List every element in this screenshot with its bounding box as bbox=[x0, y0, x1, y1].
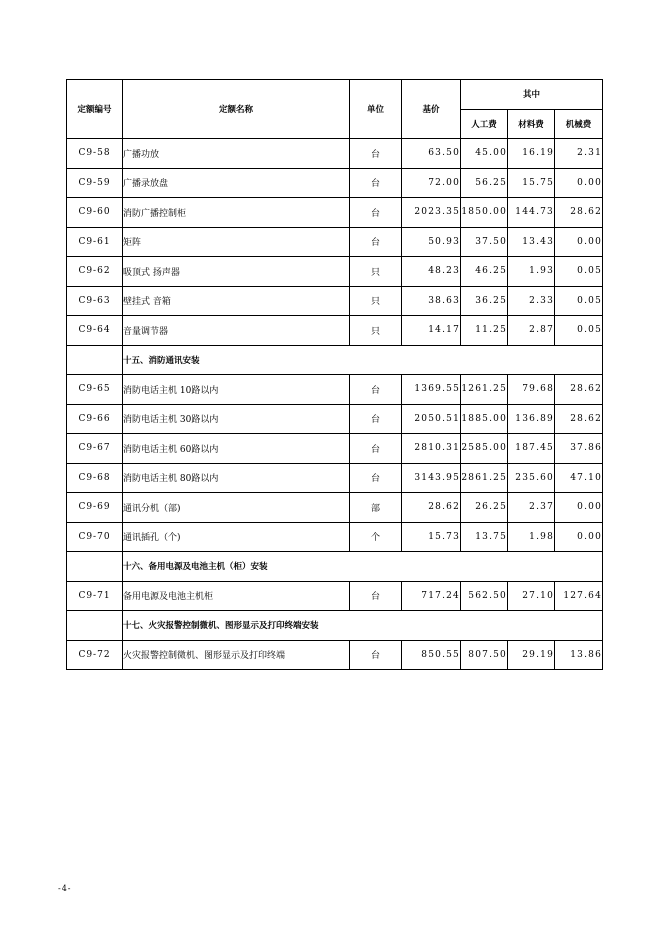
table-row bbox=[67, 168, 603, 198]
cell-base-price: 717.24 bbox=[402, 581, 461, 611]
cell-labor: 26.25 bbox=[461, 493, 508, 523]
table-row bbox=[67, 581, 603, 611]
cell-machine: 2.31 bbox=[555, 139, 603, 169]
cell-labor: 36.25 bbox=[461, 286, 508, 316]
cell-labor: 562.50 bbox=[461, 581, 508, 611]
cell-labor: 13.75 bbox=[461, 522, 508, 552]
cell-machine: 0.00 bbox=[555, 522, 603, 552]
cell-name: 消防广播控制柜 bbox=[123, 198, 350, 228]
cell-base-price: 2050.51 bbox=[402, 404, 461, 434]
cell-code: C9-67 bbox=[67, 434, 123, 464]
cell-base-price: 3143.95 bbox=[402, 463, 461, 493]
cell-base-price: 28.62 bbox=[402, 493, 461, 523]
cell-name: 吸顶式 扬声器 bbox=[123, 257, 350, 287]
table-row bbox=[67, 463, 603, 493]
cell-material: 144.73 bbox=[508, 198, 555, 228]
cell-name: 消防电话主机 30路以内 bbox=[123, 404, 350, 434]
section-row bbox=[67, 552, 603, 582]
cell-material: 15.75 bbox=[508, 168, 555, 198]
cell-unit: 台 bbox=[350, 404, 402, 434]
cell-machine: 127.64 bbox=[555, 581, 603, 611]
cell-name: 消防电话主机 60路以内 bbox=[123, 434, 350, 464]
cell-material: 2.33 bbox=[508, 286, 555, 316]
header-code: 定额编号 bbox=[67, 80, 123, 139]
cell-base-price: 1369.55 bbox=[402, 375, 461, 405]
cell-unit: 台 bbox=[350, 375, 402, 405]
cell-unit: 台 bbox=[350, 581, 402, 611]
cell-base-price: 2810.31 bbox=[402, 434, 461, 464]
cell-labor: 1885.00 bbox=[461, 404, 508, 434]
cell-code: C9-62 bbox=[67, 257, 123, 287]
cell-base-price: 50.93 bbox=[402, 227, 461, 257]
cell-material: 13.43 bbox=[508, 227, 555, 257]
table-row bbox=[67, 640, 603, 670]
cell-machine: 0.00 bbox=[555, 493, 603, 523]
cell-labor: 56.25 bbox=[461, 168, 508, 198]
cell-machine: 28.62 bbox=[555, 404, 603, 434]
section-row bbox=[67, 345, 603, 375]
cell-name: 消防电话主机 80路以内 bbox=[123, 463, 350, 493]
cell-base-price: 15.73 bbox=[402, 522, 461, 552]
header-base-price: 基价 bbox=[402, 80, 461, 139]
table-row bbox=[67, 493, 603, 523]
header-name: 定额名称 bbox=[123, 80, 350, 139]
cell-unit: 只 bbox=[350, 316, 402, 346]
table-row bbox=[67, 198, 603, 228]
cell-machine: 13.86 bbox=[555, 640, 603, 670]
cell-unit: 部 bbox=[350, 493, 402, 523]
table-body bbox=[67, 139, 603, 670]
cell-code: C9-64 bbox=[67, 316, 123, 346]
cell-code: C9-60 bbox=[67, 198, 123, 228]
cell-machine: 0.05 bbox=[555, 316, 603, 346]
cell-labor: 37.50 bbox=[461, 227, 508, 257]
cell-material: 2.87 bbox=[508, 316, 555, 346]
cell-base-price: 48.23 bbox=[402, 257, 461, 287]
cell-labor: 807.50 bbox=[461, 640, 508, 670]
section-title: 十七、火灾报警控制微机、图形显示及打印终端安装 bbox=[123, 611, 603, 641]
cell-material: 136.89 bbox=[508, 404, 555, 434]
cell-name: 火灾报警控制微机、图形显示及打印终端 bbox=[123, 640, 350, 670]
cell-name: 通讯插孔（个) bbox=[123, 522, 350, 552]
table-row bbox=[67, 139, 603, 169]
section-code-cell bbox=[67, 611, 123, 641]
cell-machine: 0.00 bbox=[555, 227, 603, 257]
cell-code: C9-71 bbox=[67, 581, 123, 611]
cell-machine: 0.00 bbox=[555, 168, 603, 198]
cell-code: C9-68 bbox=[67, 463, 123, 493]
page-number: -4- bbox=[58, 884, 72, 893]
cell-unit: 台 bbox=[350, 198, 402, 228]
cell-material: 27.10 bbox=[508, 581, 555, 611]
section-code-cell bbox=[67, 552, 123, 582]
cell-unit: 台 bbox=[350, 168, 402, 198]
quota-table bbox=[66, 79, 603, 670]
cell-material: 29.19 bbox=[508, 640, 555, 670]
cell-unit: 只 bbox=[350, 286, 402, 316]
section-code-cell bbox=[67, 345, 123, 375]
cell-code: C9-69 bbox=[67, 493, 123, 523]
cell-machine: 47.10 bbox=[555, 463, 603, 493]
cell-machine: 28.62 bbox=[555, 198, 603, 228]
cell-code: C9-61 bbox=[67, 227, 123, 257]
table-header bbox=[67, 80, 603, 139]
cell-code: C9-66 bbox=[67, 404, 123, 434]
cell-unit: 只 bbox=[350, 257, 402, 287]
cell-base-price: 72.00 bbox=[402, 168, 461, 198]
cell-code: C9-63 bbox=[67, 286, 123, 316]
cell-labor: 2585.00 bbox=[461, 434, 508, 464]
cell-labor: 45.00 bbox=[461, 139, 508, 169]
cell-labor: 11.25 bbox=[461, 316, 508, 346]
cell-labor: 46.25 bbox=[461, 257, 508, 287]
cell-material: 1.93 bbox=[508, 257, 555, 287]
table-row bbox=[67, 286, 603, 316]
table-row bbox=[67, 316, 603, 346]
table-row bbox=[67, 434, 603, 464]
table-row bbox=[67, 227, 603, 257]
section-title: 十五、消防通讯安装 bbox=[123, 345, 603, 375]
cell-machine: 0.05 bbox=[555, 286, 603, 316]
cell-name: 通讯分机（部) bbox=[123, 493, 350, 523]
section-title: 十六、备用电源及电池主机（柜）安装 bbox=[123, 552, 603, 582]
cell-code: C9-65 bbox=[67, 375, 123, 405]
cell-material: 187.45 bbox=[508, 434, 555, 464]
cell-unit: 个 bbox=[350, 522, 402, 552]
cell-name: 广播录放盘 bbox=[123, 168, 350, 198]
cell-material: 1.98 bbox=[508, 522, 555, 552]
cell-unit: 台 bbox=[350, 227, 402, 257]
cell-material: 2.37 bbox=[508, 493, 555, 523]
cell-code: C9-59 bbox=[67, 168, 123, 198]
cell-name: 音量调节器 bbox=[123, 316, 350, 346]
cell-labor: 2861.25 bbox=[461, 463, 508, 493]
cell-base-price: 850.55 bbox=[402, 640, 461, 670]
cell-material: 79.68 bbox=[508, 375, 555, 405]
cell-unit: 台 bbox=[350, 640, 402, 670]
cell-unit: 台 bbox=[350, 139, 402, 169]
cell-base-price: 2023.35 bbox=[402, 198, 461, 228]
cell-name: 壁挂式 音箱 bbox=[123, 286, 350, 316]
header-group: 其中 bbox=[461, 80, 603, 110]
cell-material: 235.60 bbox=[508, 463, 555, 493]
header-material: 材料费 bbox=[508, 109, 555, 139]
header-labor: 人工费 bbox=[461, 109, 508, 139]
cell-code: C9-58 bbox=[67, 139, 123, 169]
cell-material: 16.19 bbox=[508, 139, 555, 169]
table-row bbox=[67, 522, 603, 552]
table-row bbox=[67, 257, 603, 287]
cell-unit: 台 bbox=[350, 463, 402, 493]
cell-name: 备用电源及电池主机柜 bbox=[123, 581, 350, 611]
cell-name: 消防电话主机 10路以内 bbox=[123, 375, 350, 405]
cell-labor: 1850.00 bbox=[461, 198, 508, 228]
cell-code: C9-72 bbox=[67, 640, 123, 670]
cell-name: 矩阵 bbox=[123, 227, 350, 257]
cell-machine: 0.05 bbox=[555, 257, 603, 287]
table-row bbox=[67, 404, 603, 434]
cell-code: C9-70 bbox=[67, 522, 123, 552]
section-row bbox=[67, 611, 603, 641]
cell-base-price: 14.17 bbox=[402, 316, 461, 346]
header-machine: 机械费 bbox=[555, 109, 603, 139]
cell-labor: 1261.25 bbox=[461, 375, 508, 405]
cell-base-price: 38.63 bbox=[402, 286, 461, 316]
cell-name: 广播功放 bbox=[123, 139, 350, 169]
cell-machine: 37.86 bbox=[555, 434, 603, 464]
cell-machine: 28.62 bbox=[555, 375, 603, 405]
table-row bbox=[67, 375, 603, 405]
cell-unit: 台 bbox=[350, 434, 402, 464]
header-unit: 单位 bbox=[350, 80, 402, 139]
cell-base-price: 63.50 bbox=[402, 139, 461, 169]
